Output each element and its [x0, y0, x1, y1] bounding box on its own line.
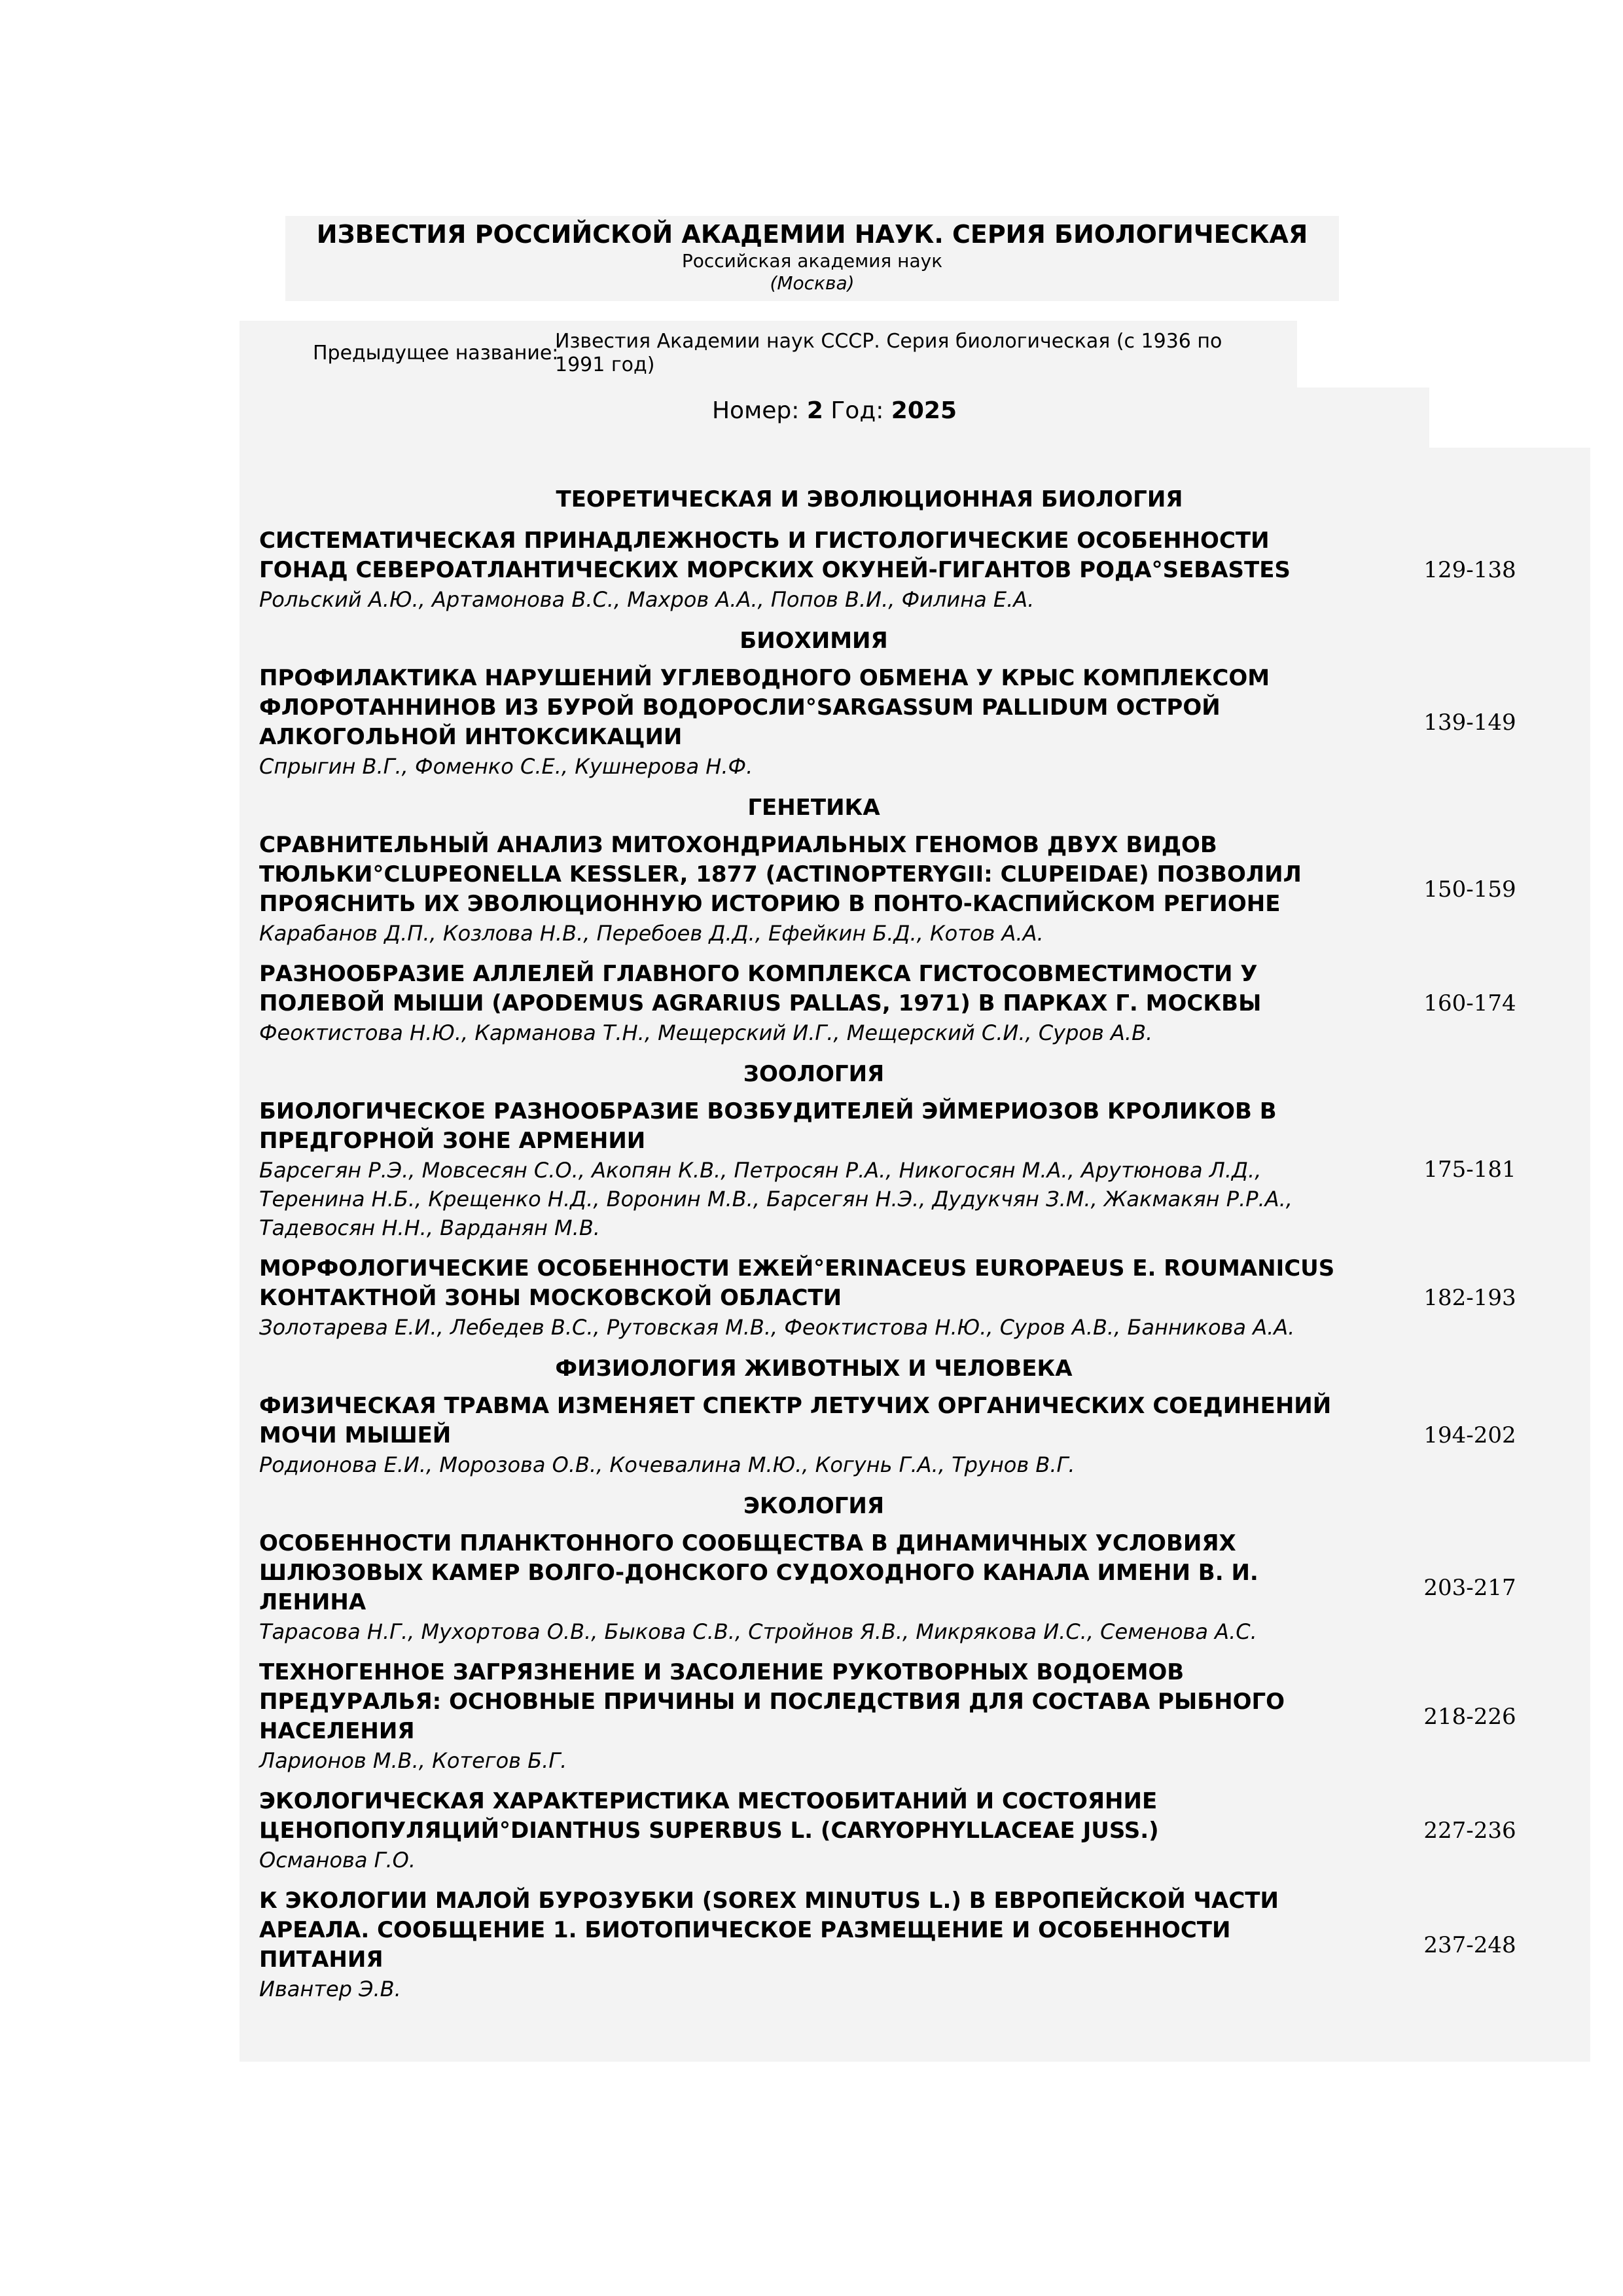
toc-entry — [259, 1529, 1581, 1646]
section-heading: ЭКОЛОГИЯ — [743, 1493, 885, 1519]
previous-name-block — [240, 321, 1297, 387]
entry-text — [259, 1097, 1352, 1242]
article-authors: Карабанов Д.П., Козлова Н.В., Перебоев Д.Д., Ефейкин Б.Д., Котов А.А. — [259, 921, 1044, 946]
toc-entry — [259, 526, 1581, 614]
article-title[interactable]: МОРФОЛОГИЧЕСКИЕ ОСОБЕННОСТИ ЕЖЕЙ°ERINACEUS EUROPAEUS E. ROUMANICUS КОНТАКТНОЙ ЗОНЫ МОСКОВСКОЙ ОБЛАСТИ — [259, 1255, 1335, 1311]
section-heading: ТЕОРЕТИЧЕСКАЯ И ЭВОЛЮЦИОННАЯ БИОЛОГИЯ — [556, 486, 1183, 512]
entry-text — [259, 1391, 1352, 1479]
entry-text — [259, 1658, 1352, 1775]
issue-number: 2 — [806, 397, 823, 424]
issue-year-label: Год: — [830, 397, 884, 424]
article-title[interactable]: ТЕХНОГЕННОЕ ЗАГРЯЗНЕНИЕ И ЗАСОЛЕНИЕ РУКОТВОРНЫХ ВОДОЕМОВ ПРЕДУРАЛЬЯ: ОСНОВНЫЕ ПРИЧИНЫ И ПОСЛЕДСТВИЯ ДЛЯ СОСТАВА РЫБНОГО НАСЕЛЕНИЯ — [259, 1659, 1285, 1744]
entry-text — [259, 664, 1352, 781]
article-pages: 150-159 — [1423, 876, 1516, 903]
entry-text — [259, 1787, 1352, 1874]
entry-text — [259, 831, 1352, 948]
article-title[interactable]: РАЗНООБРАЗИЕ АЛЛЕЛЕЙ ГЛАВНОГО КОМПЛЕКСА ГИСТОСОВМЕСТИМОСТИ У ПОЛЕВОЙ МЫШИ (APODEMUS AGRARIUS PALLAS, 1971) В ПАРКАХ Г. МОСКВЫ — [259, 961, 1262, 1016]
issue-info — [240, 387, 1429, 448]
article-pages: 182-193 — [1423, 1285, 1516, 1311]
toc-entry — [259, 1658, 1581, 1775]
city: (Москва) — [770, 272, 855, 294]
toc-entry — [259, 1097, 1581, 1242]
article-authors: Спрыгин В.Г., Фоменко С.Е., Кушнерова Н.Ф. — [259, 754, 753, 779]
entry-text — [259, 1254, 1352, 1342]
article-title[interactable]: ОСОБЕННОСТИ ПЛАНКТОННОГО СООБЩЕСТВА В ДИНАМИЧНЫХ УСЛОВИЯХ ШЛЮЗОВЫХ КАМЕР ВОЛГО-ДОНСКОГО СУДОХОДНОГО КАНАЛА ИМЕНИ В. И. ЛЕНИНА — [259, 1530, 1258, 1615]
publisher: Российская академия наук — [681, 250, 943, 272]
journal-header — [285, 216, 1339, 301]
article-authors: Ивантер Э.В. — [259, 1977, 401, 2001]
article-pages: 139-149 — [1423, 709, 1516, 736]
toc-entry — [259, 1787, 1581, 1874]
toc-entry — [259, 960, 1581, 1047]
toc-entry — [259, 1886, 1581, 2003]
toc-entry — [259, 1254, 1581, 1342]
toc-entry — [259, 664, 1581, 781]
table-of-contents — [240, 448, 1590, 2062]
issue-year: 2025 — [891, 397, 957, 424]
entry-text — [259, 1886, 1352, 2003]
article-title[interactable]: К ЭКОЛОГИИ МАЛОЙ БУРОЗУБКИ (SOREX MINUTUS L.) В ЕВРОПЕЙСКОЙ ЧАСТИ АРЕАЛА. СООБЩЕНИЕ 1. БИОТОПИЧЕСКОЕ РАЗМЕЩЕНИЕ И ОСОБЕННОСТИ ПИТАНИЯ — [259, 1888, 1279, 1973]
article-authors: Родионова Е.И., Морозова О.В., Кочевалина М.Ю., Когунь Г.А., Трунов В.Г. — [259, 1452, 1075, 1477]
article-pages: 227-236 — [1423, 1818, 1516, 1844]
article-pages: 160-174 — [1423, 990, 1516, 1016]
article-pages: 129-138 — [1423, 557, 1516, 583]
article-authors: Феоктистова Н.Ю., Карманова Т.Н., Мещерский И.Г., Мещерский С.И., Суров А.В. — [259, 1020, 1153, 1045]
article-title[interactable]: ПРОФИЛАКТИКА НАРУШЕНИЙ УГЛЕВОДНОГО ОБМЕНА У КРЫС КОМПЛЕКСОМ ФЛОРОТАННИНОВ ИЗ БУРОЙ ВОДОРОСЛИ°SARGASSUM PALLIDUM ОСТРОЙ АЛКОГОЛЬНОЙ ИНТОКСИКАЦИИ — [259, 665, 1270, 750]
article-authors: Тарасова Н.Г., Мухортова О.В., Быкова С.В., Стройнов Я.В., Микрякова И.С., Семенова А.С. — [259, 1619, 1257, 1644]
article-pages: 203-217 — [1423, 1574, 1516, 1601]
section-heading: ГЕНЕТИКА — [747, 795, 880, 821]
toc-entry — [259, 1391, 1581, 1479]
article-title[interactable]: ЭКОЛОГИЧЕСКАЯ ХАРАКТЕРИСТИКА МЕСТООБИТАНИЙ И СОСТОЯНИЕ ЦЕНОПОПУЛЯЦИЙ°DIANTHUS SUPERBUS L. (CARYOPHYLLACEAE JUSS.) — [259, 1788, 1159, 1844]
journal-title: ИЗВЕСТИЯ РОССИЙСКОЙ АКАДЕМИИ НАУК. СЕРИЯ БИОЛОГИЧЕСКАЯ — [316, 220, 1308, 249]
article-title[interactable]: ФИЗИЧЕСКАЯ ТРАВМА ИЗМЕНЯЕТ СПЕКТР ЛЕТУЧИХ ОРГАНИЧЕСКИХ СОЕДИНЕНИЙ МОЧИ МЫШЕЙ — [259, 1393, 1332, 1448]
article-title[interactable]: БИОЛОГИЧЕСКОЕ РАЗНООБРАЗИЕ ВОЗБУДИТЕЛЕЙ ЭЙМЕРИОЗОВ КРОЛИКОВ В ПРЕДГОРНОЙ ЗОНЕ АРМЕНИИ — [259, 1098, 1277, 1154]
previous-name-value: Известия Академии наук СССР. Серия биологическая (с 1936 по 1991 год) — [555, 330, 1222, 376]
article-authors: Барсегян Р.Э., Мовсесян С.О., Акопян К.В., Петросян Р.А., Никогосян М.А., Арутюнова Л.Д., Теренина Н.Б., Крещенко Н.Д., Воронин М.В., Барсегян Н.Э., Дудукчян З.М., Жакмакян Р.Р.А., Тадевосян Н.Н., Варданян М.В. — [259, 1158, 1293, 1240]
article-authors: Ларионов М.В., Котегов Б.Г. — [259, 1748, 567, 1773]
section-heading: БИОХИМИЯ — [740, 628, 888, 654]
article-title[interactable]: СИСТЕМАТИЧЕСКАЯ ПРИНАДЛЕЖНОСТЬ И ГИСТОЛОГИЧЕСКИЕ ОСОБЕННОСТИ ГОНАД СЕВЕРОАТЛАНТИЧЕСКИХ МОРСКИХ ОКУНЕЙ-ГИГАНТОВ РОДА°SEBASTES — [259, 528, 1291, 583]
entry-text — [259, 526, 1352, 614]
article-pages: 218-226 — [1423, 1703, 1516, 1730]
article-authors: Рольский А.Ю., Артамонова В.С., Махров А.А., Попов В.И., Филина Е.А. — [259, 587, 1035, 612]
entry-text — [259, 960, 1352, 1047]
section-heading: ЗООЛОГИЯ — [743, 1061, 885, 1087]
entry-text — [259, 1529, 1352, 1646]
article-authors: Османова Г.О. — [259, 1848, 416, 1873]
section-heading: ФИЗИОЛОГИЯ ЖИВОТНЫХ И ЧЕЛОВЕКА — [555, 1355, 1073, 1382]
article-authors: Золотарева Е.И., Лебедев В.С., Рутовская М.В., Феоктистова Н.Ю., Суров А.В., Банникова А.А. — [259, 1315, 1295, 1340]
article-pages: 194-202 — [1423, 1422, 1516, 1448]
article-pages: 237-248 — [1423, 1931, 1516, 1958]
issue-number-label: Номер: — [711, 397, 800, 424]
article-pages: 175-181 — [1423, 1157, 1516, 1183]
previous-name-label: Предыдущее название: — [313, 342, 559, 365]
article-title[interactable]: СРАВНИТЕЛЬНЫЙ АНАЛИЗ МИТОХОНДРИАЛЬНЫХ ГЕНОМОВ ДВУХ ВИДОВ ТЮЛЬКИ°CLUPEONELLA KESSLER, 1877 (ACTINOPTERYGII: CLUPEIDAE) ПОЗВОЛИЛ ПРОЯСНИТЬ ИХ ЭВОЛЮЦИОННУЮ ИСТОРИЮ В ПОНТО-КАСПИЙСКОМ РЕГИОНЕ — [259, 832, 1302, 917]
toc-entry — [259, 831, 1581, 948]
toc-list — [259, 484, 1581, 2015]
